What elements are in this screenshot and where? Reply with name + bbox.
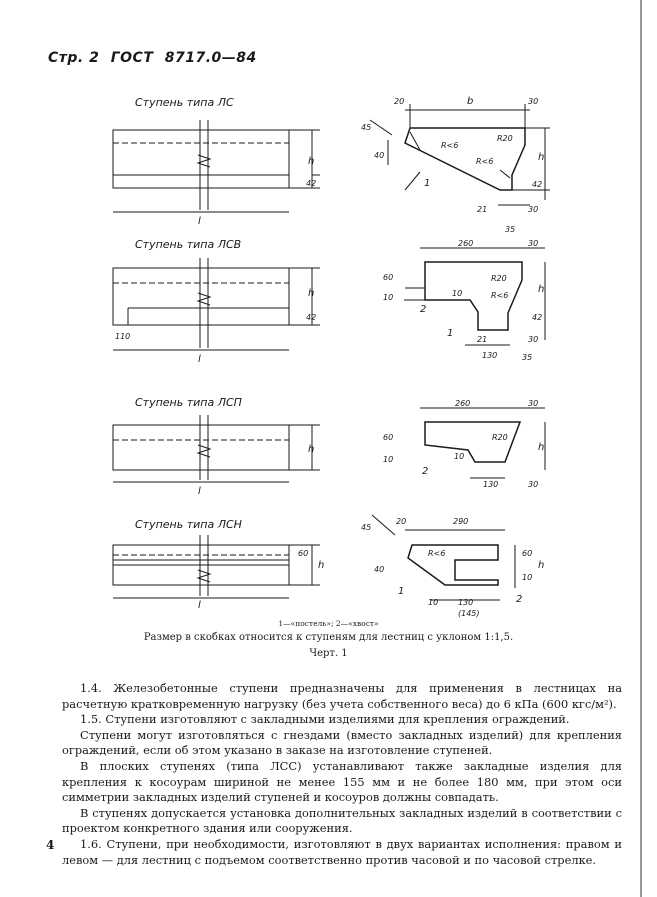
dim-h7: h xyxy=(318,560,325,571)
dim-l: l xyxy=(198,216,201,227)
dim-l4: l xyxy=(198,600,201,611)
view-title-ls: Ступень типа ЛС xyxy=(135,96,234,109)
dim-42c: 42 xyxy=(306,313,317,322)
dim-130: 130 xyxy=(482,351,498,360)
dim-45: 45 xyxy=(361,123,372,132)
dim-60d: 60 xyxy=(522,549,533,558)
dim-h3: h xyxy=(308,288,315,299)
dim-10e: 10 xyxy=(522,573,533,582)
dim-42: 42 xyxy=(306,179,317,188)
dim-h6: h xyxy=(538,442,545,453)
dim-60c: 60 xyxy=(298,549,309,558)
dim-40b: 40 xyxy=(374,565,385,574)
view-title-lsn: Ступень типа ЛСН xyxy=(135,518,242,531)
callout-2c: 2 xyxy=(516,594,523,605)
dim-130c: 130 xyxy=(458,598,474,607)
dim-r20b: R20 xyxy=(491,274,507,283)
dim-h: h xyxy=(308,156,315,167)
callout-1b: 1 xyxy=(447,328,454,339)
standard-number: 8717.0—84 xyxy=(164,50,257,66)
paragraph-1-4: 1.4. Железобетонные ступени предназначены для применения в лестницах на расчетную кратковременную нагрузку (без учета собственного веса) до 6 кПа (600 кгс/м²). xyxy=(62,681,622,711)
dim-30d: 30 xyxy=(528,335,539,344)
lsp-elevation xyxy=(113,415,320,482)
dim-145: (145) xyxy=(458,609,480,618)
paragraph-1-5-flat: В плоских ступенях (типа ЛСС) устанавливают также закладные изделия для крепления к косоурам шириной не менее 155 мм и не более 180 мм, при этом оси симметрии закладных изделий ступеней и косоуров должны совпадать. xyxy=(62,758,622,805)
dim-20: 20 xyxy=(394,97,405,106)
dim-l2: l xyxy=(198,354,201,365)
dim-r6: R<6 xyxy=(441,141,459,150)
dim-21b: 21 xyxy=(477,335,488,344)
dim-10d: 10 xyxy=(454,452,465,461)
dim-l3: l xyxy=(198,486,201,497)
dim-30b: 30 xyxy=(528,205,539,214)
dim-60: 60 xyxy=(383,273,394,282)
paragraph-1-5-sockets: Ступени могут изготовляться с гнездами (вместо закладных изделий) для крепления ограждений, если об этом указано в заказе на изготовление ступеней. xyxy=(62,727,622,758)
view-title-lsv: Ступень типа ЛСВ xyxy=(135,238,242,251)
dim-10f: 10 xyxy=(428,598,439,607)
figure-caption: Размер в скобках относится к ступеням для лестниц с уклоном 1:1,5. xyxy=(143,632,514,643)
view-title-lsp: Ступень типа ЛСП xyxy=(135,396,242,409)
dim-r20: R20 xyxy=(497,134,513,143)
callout-1: 1 xyxy=(424,178,431,189)
dim-h5: h xyxy=(308,444,315,455)
lsv-section xyxy=(404,248,545,345)
page-label: Стр. 2 xyxy=(48,50,100,66)
paragraph-1-6: 1.6. Ступени, при необходимости, изготовляют в двух вариантах исполнения: правом и левом — для лестниц с подъемом соответственно против часовой и по часовой стрелке. xyxy=(62,836,622,867)
figure-legend: 1—«постель»; 2—«хвост» xyxy=(278,619,379,628)
paragraph-1-5: 1.5. Ступени изготовляют с закладными изделиями для крепления ограждений. xyxy=(80,712,570,727)
paragraph-1-5-extra: В ступенях допускается установка дополнительных закладных изделий в соответствии с проектом конкретного здания или сооружения. xyxy=(62,805,622,836)
dim-30f: 30 xyxy=(528,480,539,489)
dim-20b: 20 xyxy=(396,517,407,526)
dim-30c: 30 xyxy=(528,239,539,248)
dim-r20c: R20 xyxy=(492,433,508,442)
dim-45b: 45 xyxy=(361,523,372,532)
dim-60b: 60 xyxy=(383,433,394,442)
dim-110: 110 xyxy=(115,332,131,341)
dim-260: 260 xyxy=(458,239,474,248)
dim-42b: 42 xyxy=(532,180,543,189)
dim-r6d: R<6 xyxy=(428,549,446,558)
dim-h4: h xyxy=(538,284,545,295)
dim-r6c: R<6 xyxy=(491,291,509,300)
dim-260b: 260 xyxy=(455,399,471,408)
lsn-elevation xyxy=(113,535,320,598)
dim-10c: 10 xyxy=(383,455,394,464)
callout-2b: 2 xyxy=(422,466,429,477)
dim-30e: 30 xyxy=(528,399,539,408)
dim-10: 10 xyxy=(383,293,394,302)
dim-42d: 42 xyxy=(532,313,543,322)
dim-r6b: R<6 xyxy=(476,157,494,166)
figure-label: Черт. 1 xyxy=(309,648,348,659)
dim-10b: 10 xyxy=(452,289,463,298)
standard-abbrev: ГОСТ xyxy=(110,50,154,66)
dim-35b: 35 xyxy=(522,353,533,362)
ls-section xyxy=(370,104,550,205)
dim-35: 35 xyxy=(505,225,516,234)
dim-40: 40 xyxy=(374,151,385,160)
dim-21: 21 xyxy=(477,205,488,214)
callout-1c: 1 xyxy=(398,586,405,597)
dim-130b: 130 xyxy=(483,480,499,489)
body-text xyxy=(62,681,622,868)
lsv-elevation xyxy=(113,258,320,350)
dim-b: b xyxy=(467,96,474,107)
dim-290: 290 xyxy=(453,517,469,526)
dim-h8: h xyxy=(538,560,545,571)
lsp-section xyxy=(420,408,545,478)
ls-elevation xyxy=(113,120,320,212)
callout-2: 2 xyxy=(420,304,427,315)
dim-h2: h xyxy=(538,152,545,163)
dim-30: 30 xyxy=(528,97,539,106)
page-number: 4 xyxy=(46,838,55,852)
